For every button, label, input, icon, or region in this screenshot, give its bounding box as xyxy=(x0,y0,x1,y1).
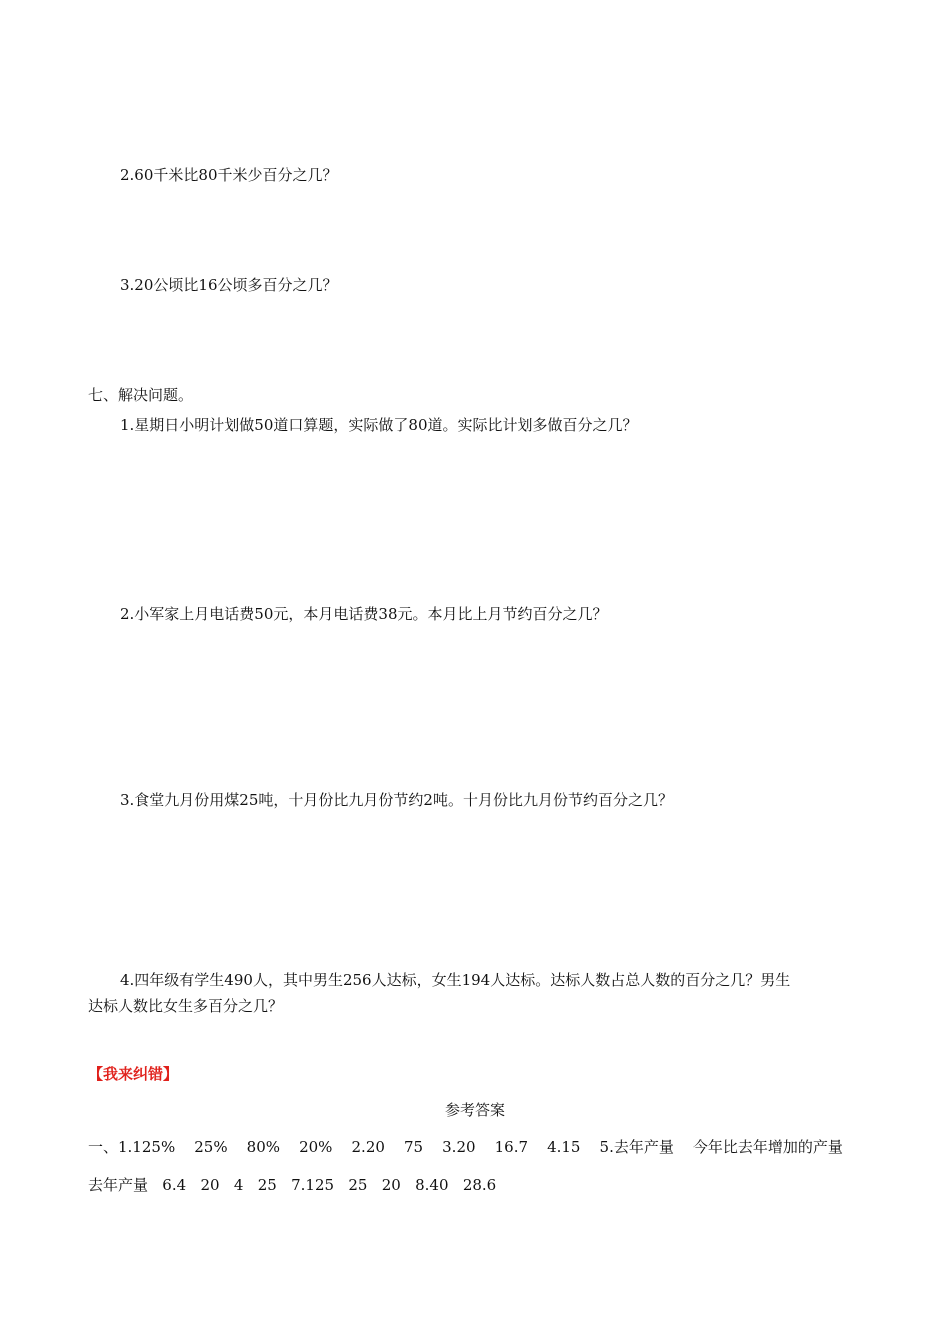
question-7-4-line2: 达标人数比女生多百分之几？ xyxy=(88,997,284,1015)
question-7-3: 3.食堂九月份用煤25吨，十月份比九月份节约2吨。十月份比九月份节约百分之几？ xyxy=(120,791,673,809)
answers-line-1: 一、1.125% 25% 80% 20% 2.20 75 3.20 16.7 4.15 5.去年产量 今年比去年增加的产量 xyxy=(88,1138,843,1156)
question-6-3: 3.20公顷比16公顷多百分之几？ xyxy=(120,276,338,294)
correction-heading: 【我来纠错】 xyxy=(88,1065,179,1083)
answers-line-2: 去年产量 6.4 20 4 25 7.125 25 20 8.40 28.6 xyxy=(88,1176,497,1194)
section-7-title: 七、解决问题。 xyxy=(88,386,194,404)
question-7-1: 1.星期日小明计划做50道口算题，实际做了80道。实际比计划多做百分之几？ xyxy=(120,416,638,434)
question-7-4-line1: 4.四年级有学生490人，其中男生256人达标，女生194人达标。达标人数占总人数的百分之几？男生 xyxy=(120,971,791,989)
question-7-2: 2.小军家上月电话费50元，本月电话费38元。本月比上月节约百分之几？ xyxy=(120,605,608,623)
answers-title: 参考答案 xyxy=(444,1101,505,1119)
question-6-2: 2.60千米比80千米少百分之几？ xyxy=(120,166,338,184)
